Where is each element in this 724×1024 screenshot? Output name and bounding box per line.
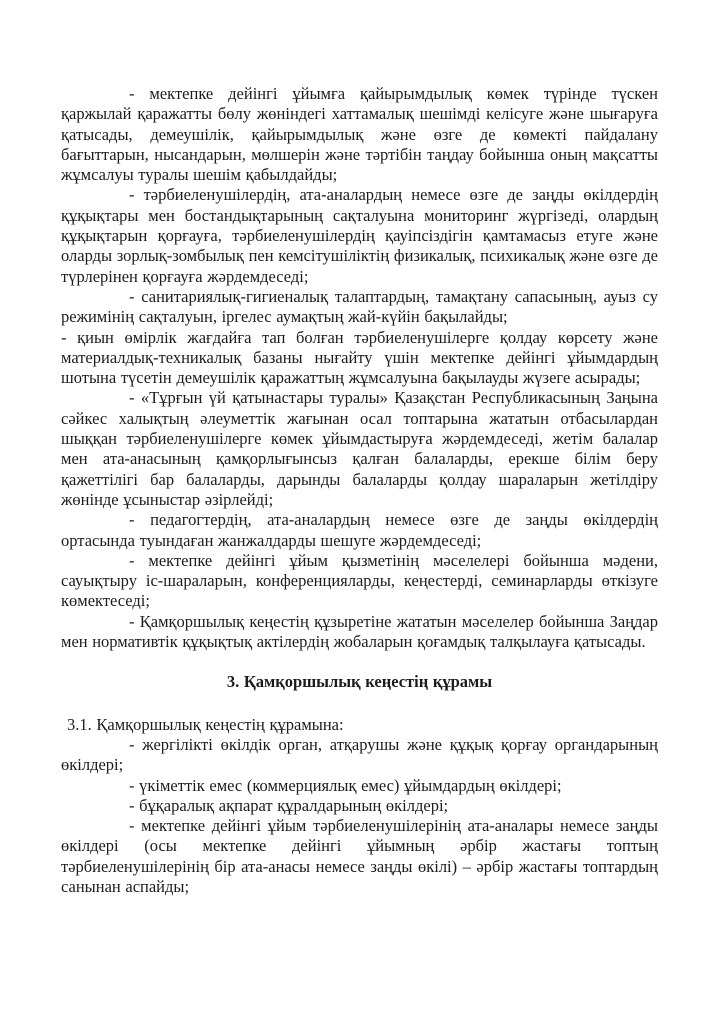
- list-item-media-representatives: - бұқаралық ақпарат құралдарының өкілдері;: [129, 795, 449, 815]
- paragraph-sanitary-control: - санитариялық-гигиеналық талаптардың, тамақтану сапасының, ауыз су режимінің сақталуын, іргелес аумақтың жай-күйін бақылайды;: [61, 286, 658, 327]
- paragraph-charity-funds: - мектепке дейінгі ұйымға қайырымдылық көмек түрінде түскен қаржылай қаражатты бөлу жөніндегі хаттамалық шешімді келісуге және шығаруға қатысады, демеушілік, қайырымдылық және өзге де көмекті пайдалану бағыттарын, нысандарын, мөлшерін және тәртібін таңдау бойынша оның мақсатты жұмсалуы туралы шешім қабылдайды;: [61, 84, 658, 185]
- paragraph-public-discussion: - Қамқоршылық кеңестің құзыретіне жататын мәселелер бойынша Заңдар мен нормативтік құқықтық актілердің жобаларын қоғамдық талқылауға қатысады.: [61, 611, 658, 652]
- section-heading-composition: 3. Қамқоршылық кеңестің құрамы: [226, 672, 493, 692]
- list-item-ngo-representatives: - үкіметтік емес (коммерциялық емес) ұйымдардың өкілдері;: [129, 775, 562, 795]
- paragraph-rights-monitoring: - тәрбиеленушілердің, ата-аналардың немесе өзге де заңды өкілдердің құқықтары мен бостандықтарының сақталуына мониторинг жүргізеді, олардың құқықтарын қорғауға, тәрбиеленушілердің қауіпсіздігін қамтамасыз етуге және оларды зорлық-зомбылық пен кемсітушіліктің физикалық, психикалық және өзге де түрлерінен қорғауға жәрдемдеседі;: [61, 185, 658, 286]
- document-text-block: [61, 84, 658, 897]
- paragraph-composition-intro: 3.1. Қамқоршылық кеңестің құрамына:: [67, 714, 344, 734]
- paragraph-sponsorship-control: - қиын өмірлік жағдайға тап болған тәрбиеленушілерге қолдау көрсету және материалдық-техникалық базаны нығайту үшін мектепке дейінгі ұйымдардың шотына түсетін демеушілік қаражаттың жұмсалуына бақылауды жүзеге асырады;: [61, 327, 658, 388]
- paragraph-housing-law-support: - «Тұрғын үй қатынастары туралы» Қазақстан Республикасының Заңына сәйкес халықтың әлеуметтік жағынан осал топтарына жататын отбасылардан шыққан тәрбиеленушілерге көмек ұйымдастыруға жәрдемдеседі, жетім балалар мен ата-анасының қамқорлығынсыз қалған балаларды, ерекше білім беру қажеттілігі бар балаларды, дарынды балаларды қолдау шараларын жетілдіру жөнінде ұсыныстар әзірлейді;: [61, 388, 658, 509]
- paragraph-conflict-resolution: - педагогтердің, ата-аналардың немесе өзге де заңды өкілдердің ортасында туындаған жанжалдарды шешуге жәрдемдеседі;: [61, 510, 658, 550]
- paragraph-events-assistance: - мектепке дейінгі ұйым қызметінің мәселелері бойынша мәдени, сауықтыру іс-шараларын, конференцияларды, кеңестерді, семинарларды өткізуге көмектеседі;: [61, 550, 658, 611]
- list-item-local-bodies: - жергілікті өкілдік орган, атқарушы және құқық қорғау органдарының өкілдері;: [61, 734, 658, 775]
- list-item-parents-representatives: - мектепке дейінгі ұйым тәрбиеленушілерінің ата-аналары немесе заңды өкілдері (осы мектепке дейінгі ұйымның әрбір жастағы топтың тәрбиеленушілерінің бір ата-анасы немесе заңды өкілі) – әрбір жастағы топтардың санынан аспайды;: [61, 816, 658, 896]
